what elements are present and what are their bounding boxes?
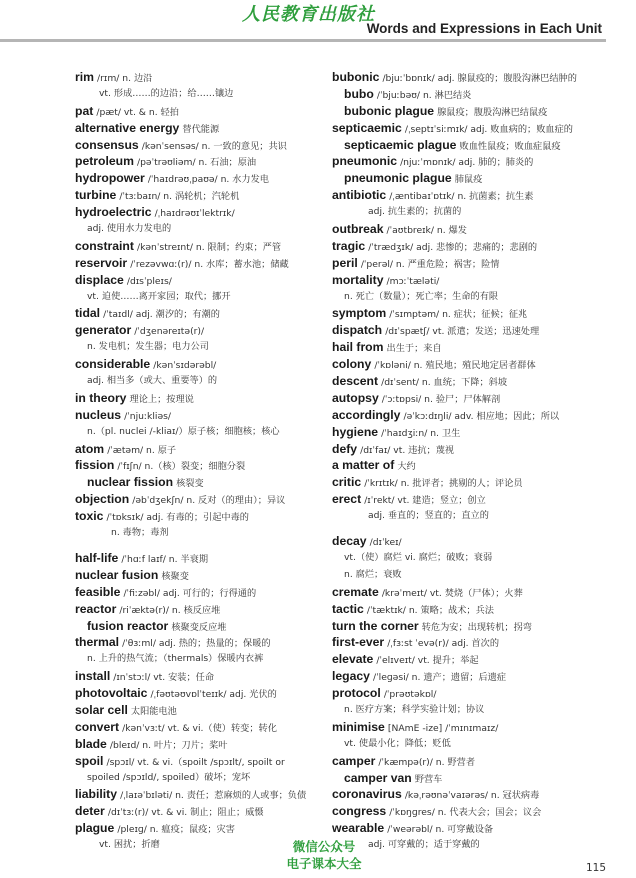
headword: install bbox=[75, 669, 111, 684]
glossary-entry bbox=[332, 652, 592, 669]
glossary-entry bbox=[332, 205, 592, 222]
definition: vt. 使最小化；降低；贬低 bbox=[344, 737, 451, 749]
definition: /dɪˈfaɪ/ vt. 违抗；蔑视 bbox=[360, 444, 455, 456]
glossary-entry bbox=[332, 408, 592, 425]
glossary-entry bbox=[75, 425, 320, 442]
definition: /kənˈstreɪnt/ n. 限制；约束；严管 bbox=[136, 241, 282, 253]
glossary-entry bbox=[75, 340, 320, 357]
definition: adj. 相当多（或大、重要等）的 bbox=[87, 375, 218, 387]
headword: photovoltaic bbox=[75, 686, 148, 701]
watermark-line-2: 电子课本大全 bbox=[286, 856, 362, 871]
headword: hydroelectric bbox=[75, 205, 152, 220]
definition: /ˈɔːtɒpsi/ n. 验尸；尸体解剖 bbox=[381, 393, 501, 405]
definition: adj. 可穿戴的；适于穿戴的 bbox=[368, 839, 480, 851]
headword: coronavirus bbox=[332, 787, 402, 802]
headword: autopsy bbox=[332, 390, 379, 405]
glossary-entry bbox=[75, 171, 320, 188]
definition: /mɔːˈtæləti/ bbox=[386, 275, 440, 287]
definition: /ˈhɑːf laɪf/ n. 半衰期 bbox=[121, 553, 209, 565]
definition: /ˈweərəbl/ n. 可穿戴设备 bbox=[387, 824, 494, 836]
headword: plague bbox=[75, 821, 115, 836]
definition: adj. 使用水力发电的 bbox=[87, 223, 172, 235]
definition: /pəˈtrəʊliəm/ n. 石油；原油 bbox=[136, 157, 257, 169]
headword: petroleum bbox=[75, 154, 134, 169]
definition: 核聚变反应堆 bbox=[171, 621, 227, 633]
definition: /rɪm/ n. 边沿 bbox=[97, 73, 153, 84]
glossary-column-right bbox=[332, 70, 592, 855]
headword: cremate bbox=[332, 584, 379, 599]
glossary-entry bbox=[332, 585, 592, 602]
headword: liability bbox=[75, 787, 117, 802]
definition: /kəˌrəʊnəˈvaɪərəs/ n. 冠状病毒 bbox=[404, 790, 540, 802]
glossary-entry bbox=[332, 273, 592, 290]
definition: /kənˈsɪdərəbl/ bbox=[153, 360, 217, 372]
definition: spoiled /spɔɪld/, spoiled）破坏；宠坏 bbox=[87, 771, 251, 783]
glossary-entry bbox=[75, 635, 320, 652]
glossary-entry bbox=[332, 154, 592, 171]
definition: 腺鼠疫；腹股沟淋巴结鼠疫 bbox=[437, 106, 548, 118]
headword: turbine bbox=[75, 188, 117, 203]
headword: outbreak bbox=[332, 222, 384, 237]
definition: /ˈaʊtbreɪk/ n. 爆发 bbox=[386, 225, 467, 237]
headword: rim bbox=[75, 70, 94, 84]
glossary-entry bbox=[75, 273, 320, 290]
glossary-entry bbox=[332, 391, 592, 408]
definition: /ˌæntibaɪˈɒtɪk/ n. 抗菌素；抗生素 bbox=[389, 191, 534, 203]
headword: critic bbox=[332, 475, 362, 490]
definition: /kənˈsensəs/ n. 一致的意见；共识 bbox=[141, 140, 287, 152]
headword: dispatch bbox=[332, 323, 383, 338]
definition: /əbˈdʒekʃn/ n. 反对（的理由）；异议 bbox=[132, 495, 286, 507]
glossary-entry bbox=[332, 821, 592, 838]
headword: septicaemic bbox=[332, 120, 402, 135]
glossary-entry bbox=[332, 442, 592, 459]
glossary-entry bbox=[75, 652, 320, 669]
headword: displace bbox=[75, 272, 124, 287]
headword: bubonic plague bbox=[344, 103, 435, 118]
headword: septicaemic plague bbox=[344, 137, 457, 152]
glossary-entry bbox=[332, 602, 592, 619]
headword: half-life bbox=[75, 550, 119, 565]
headword: nucleus bbox=[75, 407, 122, 422]
definition: /dɪˈsent/ n. 血统；下降；斜坡 bbox=[381, 377, 508, 389]
headword: tidal bbox=[75, 306, 101, 321]
headword: symptom bbox=[332, 306, 387, 321]
glossary-entry bbox=[332, 290, 592, 307]
glossary-entry bbox=[75, 619, 320, 636]
headword: mortality bbox=[332, 272, 384, 287]
headword: descent bbox=[332, 374, 379, 389]
glossary-entry bbox=[75, 408, 320, 425]
glossary-entry bbox=[332, 458, 592, 475]
definition: n. 毒物；毒剂 bbox=[111, 527, 169, 539]
glossary-entry bbox=[75, 442, 320, 459]
definition: /bjuːˈbɒnɪk/ adj. 腺鼠疫的；腹股沟淋巴结肿的 bbox=[382, 73, 577, 84]
definition: n. 腐烂；衰败 bbox=[344, 568, 402, 580]
glossary-entry bbox=[75, 205, 320, 222]
definition: 野营车 bbox=[414, 773, 443, 785]
definition: /ˌhaɪdrəʊɪˈlektrɪk/ bbox=[154, 208, 235, 220]
definition: /ˈnjuːkliəs/ bbox=[124, 410, 172, 422]
glossary-entry bbox=[332, 222, 592, 239]
headword: decay bbox=[332, 534, 367, 549]
glossary-entry bbox=[332, 534, 592, 551]
glossary-entry bbox=[75, 669, 320, 686]
glossary-entry bbox=[75, 509, 320, 526]
watermark-line-1: 微信公众号 bbox=[292, 839, 356, 854]
definition: [NAmE -ize] /ˈmɪnɪmaɪz/ bbox=[387, 722, 499, 734]
headword: camper van bbox=[344, 770, 412, 785]
definition: /ˈtaɪdl/ adj. 潮汐的；有潮的 bbox=[103, 309, 220, 321]
glossary-entry bbox=[75, 492, 320, 509]
definition: /ˈfɪʃn/ n.（核）裂变；细胞分裂 bbox=[117, 461, 246, 473]
glossary-entry bbox=[75, 323, 320, 340]
glossary-entry bbox=[75, 87, 320, 104]
definition: 出生于；来自 bbox=[386, 343, 442, 355]
glossary-entry bbox=[332, 635, 592, 652]
definition: vt. 困扰；折磨 bbox=[99, 839, 160, 851]
definition: vt.（使）腐烂 vi. 腐烂；破败；衰弱 bbox=[344, 551, 493, 563]
glossary-entry bbox=[332, 509, 592, 526]
definition: /pleɪɡ/ n. 瘟疫；鼠疫；灾害 bbox=[117, 824, 235, 836]
headword: thermal bbox=[75, 635, 120, 650]
definition: 核裂变 bbox=[176, 478, 204, 490]
headword: blade bbox=[75, 736, 107, 751]
definition: /bleɪd/ n. 叶片；刀片；桨叶 bbox=[109, 739, 228, 751]
headword: minimise bbox=[332, 719, 385, 734]
headword: alternative energy bbox=[75, 120, 180, 135]
glossary-entry bbox=[332, 374, 592, 391]
definition: /ˈsɪmptəm/ n. 症状；征候；征兆 bbox=[389, 309, 528, 321]
headword: peril bbox=[332, 255, 358, 270]
headword: convert bbox=[75, 719, 120, 734]
definition: n. 上升的热气流；（thermals）保暖内衣裤 bbox=[87, 653, 264, 665]
headword: tragic bbox=[332, 238, 366, 253]
definition: /ˈelɪveɪt/ vt. 提升；举起 bbox=[376, 655, 479, 667]
headword: reservoir bbox=[75, 255, 128, 270]
glossary-entry bbox=[332, 188, 592, 205]
glossary-entry bbox=[332, 619, 592, 636]
glossary-entry bbox=[332, 171, 592, 188]
definition: /ˈkɒŋɡres/ n. 代表大会；国会；议会 bbox=[389, 807, 542, 819]
headword: wearable bbox=[332, 821, 385, 836]
glossary-entry bbox=[75, 104, 320, 121]
definition: /ˈdʒenəreɪtə(r)/ bbox=[134, 326, 205, 338]
definition: /riˈæktə(r)/ n. 核反应堆 bbox=[119, 604, 221, 616]
headword: pneumonic plague bbox=[344, 171, 452, 186]
headword: spoil bbox=[75, 753, 104, 768]
headword: elevate bbox=[332, 652, 374, 667]
glossary-entry bbox=[75, 754, 320, 771]
definition: /ˌlaɪəˈbɪləti/ n. 责任；惹麻烦的人或事；负债 bbox=[120, 790, 307, 802]
glossary-entry bbox=[332, 703, 592, 720]
glossary-entry bbox=[75, 121, 320, 138]
definition: /ɪnˈstɔːl/ vt. 安装；任命 bbox=[113, 672, 215, 684]
definition: vt. 迫使……离开家园；取代；挪开 bbox=[87, 290, 231, 302]
section-title: Words and Expressions in Each Unit bbox=[366, 21, 602, 36]
headword: reactor bbox=[75, 601, 117, 616]
glossary-entry bbox=[75, 475, 320, 492]
headword: pneumonic bbox=[332, 154, 398, 169]
glossary-entry bbox=[75, 290, 320, 307]
definition: n. 死亡（数量）；死亡率；生命的有限 bbox=[344, 290, 499, 302]
definition: /ˈkæmpə(r)/ n. 野营者 bbox=[378, 756, 476, 768]
definition: /spɔɪl/ vt. & vi.（spoilt /spɔɪlt/, spoilt or bbox=[106, 756, 285, 768]
glossary-entry bbox=[75, 737, 320, 754]
headword: hydropower bbox=[75, 171, 145, 186]
glossary-entry bbox=[75, 458, 320, 475]
definition: /ˈhaɪdrəʊˌpaʊə/ n. 水力发电 bbox=[147, 174, 269, 186]
headword: feasible bbox=[75, 584, 121, 599]
definition: adj. 抗生素的；抗菌的 bbox=[368, 206, 462, 218]
glossary-entry bbox=[332, 357, 592, 374]
definition: 太阳能电池 bbox=[130, 705, 177, 717]
glossary-entry bbox=[75, 306, 320, 323]
definition: /ˈperəl/ n. 严重危险；祸害；险情 bbox=[360, 258, 500, 270]
glossary-entry bbox=[75, 70, 320, 87]
headword: protocol bbox=[332, 686, 381, 701]
definition: 核聚变 bbox=[161, 570, 189, 582]
definition: /ˈkɒləni/ n. 殖民地；殖民地定居者群体 bbox=[374, 360, 536, 372]
definition: /dɪsˈpleɪs/ bbox=[126, 275, 172, 287]
definition: /dɪˈkeɪ/ bbox=[369, 537, 402, 549]
definition: /krəˈmeɪt/ vt. 焚烧（尸体）；火葬 bbox=[381, 587, 523, 599]
headword: a matter of bbox=[332, 458, 395, 473]
headword: constraint bbox=[75, 238, 134, 253]
glossary-entry bbox=[75, 821, 320, 838]
glossary-entry bbox=[75, 804, 320, 821]
headword: fusion reactor bbox=[87, 618, 169, 633]
definition: /dɪˈspætʃ/ vt. 派遣；发送；迅速处理 bbox=[385, 326, 540, 338]
headword: objection bbox=[75, 492, 130, 507]
definition: vt. 形成……的边沿；给……镶边 bbox=[99, 87, 234, 99]
headword: hail from bbox=[332, 340, 384, 355]
definition: /ˌfəʊtəʊvɒlˈteɪɪk/ adj. 光伏的 bbox=[150, 689, 277, 701]
glossary-entry bbox=[332, 475, 592, 492]
definition: /kənˈvɜːt/ vt. & vi.（使）转变；转化 bbox=[122, 722, 277, 734]
definition: /ˈhaɪdʒiːn/ n. 卫生 bbox=[381, 427, 461, 439]
glossary-entry bbox=[75, 239, 320, 256]
headword: deter bbox=[75, 804, 105, 819]
glossary-entry bbox=[75, 391, 320, 408]
headword: generator bbox=[75, 323, 132, 338]
glossary-entry bbox=[332, 804, 592, 821]
headword: atom bbox=[75, 441, 105, 456]
glossary-entry bbox=[75, 720, 320, 737]
glossary-entry bbox=[75, 188, 320, 205]
glossary-column-left bbox=[75, 70, 320, 855]
definition: n. 发电机；发生器；电力公司 bbox=[87, 341, 209, 353]
definition: /njuːˈmɒnɪk/ adj. 肺的；肺炎的 bbox=[400, 157, 534, 169]
headword: legacy bbox=[332, 669, 370, 684]
definition: 替代能源 bbox=[182, 123, 220, 135]
glossary-entry bbox=[75, 551, 320, 568]
definition: /ˈkrɪtɪk/ n. 批评者；挑剔的人；评论员 bbox=[364, 478, 523, 490]
watermark bbox=[262, 838, 386, 872]
glossary-entry bbox=[75, 585, 320, 602]
glossary-entry bbox=[75, 222, 320, 239]
definition: 肺鼠疫 bbox=[454, 174, 483, 186]
definition: /ˈtrædʒɪk/ adj. 悲惨的；悲痛的；悲剧的 bbox=[368, 241, 538, 253]
definition: /ˈbjuːbəʊ/ n. 淋巴结炎 bbox=[376, 89, 472, 101]
definition: /pæt/ vt. & n. 轻拍 bbox=[96, 106, 179, 118]
definition: adj. 垂直的；竖直的；直立的 bbox=[368, 510, 489, 522]
glossary-entry bbox=[332, 70, 592, 87]
glossary-entry bbox=[75, 374, 320, 391]
glossary-entry bbox=[332, 104, 592, 121]
glossary-entry bbox=[332, 256, 592, 273]
headword: accordingly bbox=[332, 407, 401, 422]
headword: in theory bbox=[75, 390, 127, 405]
glossary-entry bbox=[332, 340, 592, 357]
definition: n.（pl. nuclei /-kliaɪ/）原子核；细胞核；核心 bbox=[87, 425, 280, 437]
headword: consensus bbox=[75, 137, 139, 152]
definition: /ˈtæktɪk/ n. 策略；战术；兵法 bbox=[366, 604, 494, 616]
glossary-entry bbox=[332, 551, 592, 568]
definition: /ˈætəm/ n. 原子 bbox=[107, 444, 177, 456]
glossary-entry bbox=[332, 771, 592, 788]
glossary-entry bbox=[75, 154, 320, 171]
glossary-entry bbox=[75, 686, 320, 703]
headword: defy bbox=[332, 441, 358, 456]
definition: /ˈθɜːml/ adj. 热的；热量的；保暖的 bbox=[122, 638, 271, 650]
headword: bubo bbox=[344, 86, 374, 101]
page-header bbox=[0, 0, 636, 44]
headword: nuclear fusion bbox=[75, 567, 159, 582]
glossary-entry bbox=[332, 425, 592, 442]
headword: camper bbox=[332, 753, 376, 768]
glossary-entry bbox=[332, 737, 592, 754]
definition: /ˈleɡəsi/ n. 遗产；遗留；后遗症 bbox=[373, 672, 507, 684]
definition: /ˈtɒksɪk/ adj. 有毒的；引起中毒的 bbox=[106, 512, 249, 524]
definition: /ˈrezəvwɑː(r)/ n. 水库；蓄水池；储藏 bbox=[130, 258, 289, 270]
definition: 理论上；按理说 bbox=[129, 393, 194, 405]
glossary-entry bbox=[75, 138, 320, 155]
definition: /ˈfiːzəbl/ adj. 可行的；行得通的 bbox=[123, 587, 257, 599]
definition: 转危为安；出现转机；拐弯 bbox=[421, 621, 532, 633]
glossary-entry bbox=[332, 492, 592, 509]
definition: /dɪˈtɜː(r)/ vt. & vi. 制止；阻止；威慑 bbox=[107, 807, 264, 819]
glossary-entry bbox=[332, 686, 592, 703]
definition: n. 医疗方案；科学实验计划；协议 bbox=[344, 703, 485, 715]
definition: 大约 bbox=[397, 461, 416, 473]
glossary-entry bbox=[332, 323, 592, 340]
glossary-entry bbox=[75, 602, 320, 619]
glossary-entry bbox=[75, 568, 320, 585]
headword: solar cell bbox=[75, 702, 128, 717]
glossary-entry bbox=[75, 703, 320, 720]
page-number: 115 bbox=[585, 862, 606, 874]
glossary-entry bbox=[75, 256, 320, 273]
definition: /ˈtɜːbaɪn/ n. 涡轮机；汽轮机 bbox=[119, 191, 240, 203]
definition: /ɪˈrekt/ vt. 建造；竖立；创立 bbox=[364, 495, 486, 507]
headword: considerable bbox=[75, 357, 151, 372]
definition: /ˈprəʊtəkɒl/ bbox=[383, 689, 437, 701]
publisher-logo: 人民教育出版社 bbox=[242, 4, 375, 25]
headword: pat bbox=[75, 103, 94, 118]
glossary-entry bbox=[332, 669, 592, 686]
glossary-entry bbox=[332, 568, 592, 585]
glossary-entry bbox=[332, 121, 592, 138]
headword: bubonic bbox=[332, 70, 380, 84]
headword: first-ever bbox=[332, 635, 385, 650]
headword: toxic bbox=[75, 509, 104, 524]
headword: congress bbox=[332, 804, 387, 819]
headword: fission bbox=[75, 458, 115, 473]
glossary-entry bbox=[332, 306, 592, 323]
glossary-entry bbox=[75, 787, 320, 804]
glossary-entry bbox=[332, 239, 592, 256]
glossary-entry bbox=[332, 138, 592, 155]
glossary-entry bbox=[332, 720, 592, 737]
headword: antibiotic bbox=[332, 188, 387, 203]
headword: turn the corner bbox=[332, 618, 419, 633]
glossary-entry bbox=[75, 526, 320, 543]
glossary-entry bbox=[75, 357, 320, 374]
definition: /ˌseptɪˈsiːmɪk/ adj. 败血病的；败血症的 bbox=[404, 123, 573, 135]
headword: nuclear fission bbox=[87, 475, 174, 490]
header-rule bbox=[0, 39, 606, 42]
headword: colony bbox=[332, 357, 372, 372]
definition: /əˈkɔːdɪŋli/ adv. 相应地；因此；所以 bbox=[403, 410, 560, 422]
headword: hygiene bbox=[332, 424, 379, 439]
glossary-entry bbox=[332, 787, 592, 804]
definition: /ˌfɜːst ˈevə(r)/ adj. 首次的 bbox=[387, 638, 500, 650]
headword: tactic bbox=[332, 601, 364, 616]
glossary-entry bbox=[75, 771, 320, 788]
definition: 败血性鼠疫；败血症鼠疫 bbox=[459, 140, 561, 152]
glossary-entry bbox=[332, 754, 592, 771]
headword: erect bbox=[332, 492, 362, 507]
glossary-entry bbox=[332, 87, 592, 104]
